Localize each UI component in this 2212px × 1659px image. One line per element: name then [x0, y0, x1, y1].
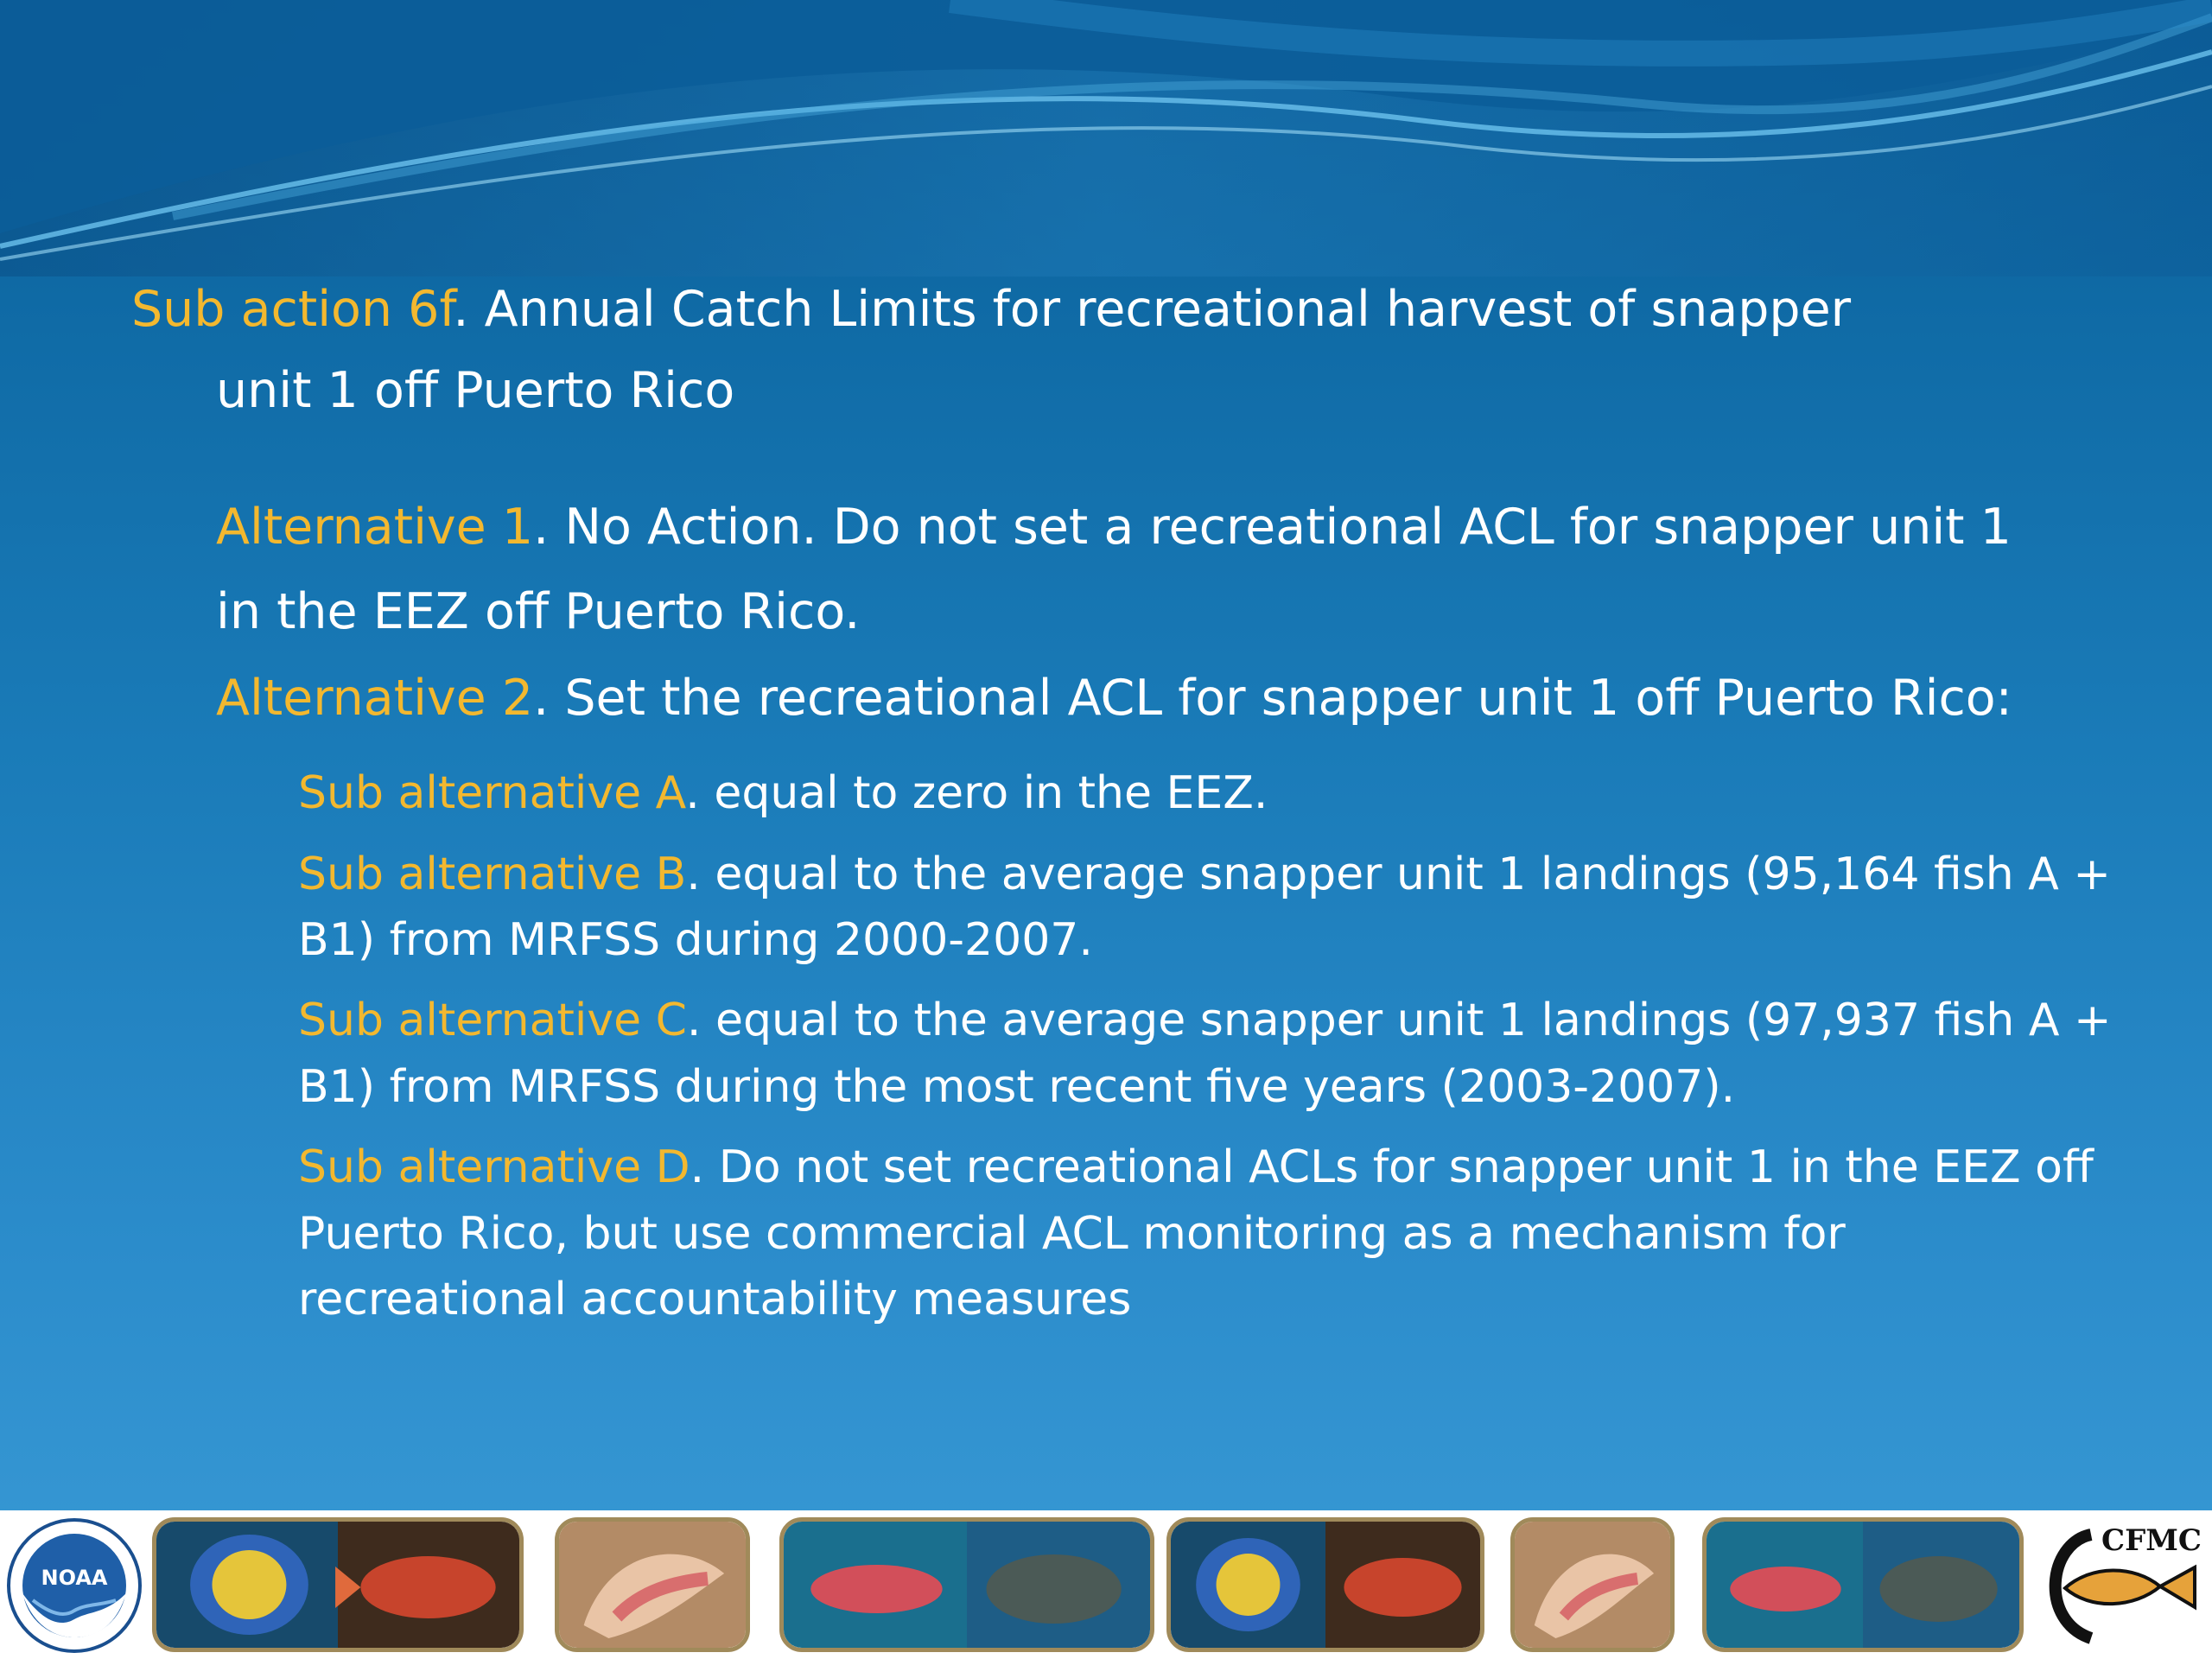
- sub-alternative-text: . Do not set recreational ACLs for snapper unit 1 in the EEZ off: [690, 1141, 2094, 1193]
- sub-alternative-b: [298, 849, 2111, 900]
- sub-alternative-c: [298, 995, 2112, 1046]
- alternative-text: . No Action. Do not set a recreational ACL for snapper unit 1: [533, 499, 2012, 556]
- alternative-1-line-2: in the EEZ off Puerto Rico.: [216, 583, 861, 640]
- noaa-logo: [3, 1517, 145, 1654]
- footer-tile-angelfish-squirrelfish-2: [1166, 1517, 1484, 1652]
- sub-alternative-b-line-2: B1) from MRFSS during 2000-2007.: [298, 914, 1093, 966]
- alternative-2: [216, 670, 2012, 727]
- sub-alternative-label: Sub alternative D: [298, 1141, 690, 1193]
- alternative-1: [216, 499, 2012, 556]
- footer-tile-angelfish-squirrelfish: [152, 1517, 524, 1652]
- sub-alternative-label: Sub alternative B: [298, 849, 687, 900]
- sub-alternative-text: . equal to zero in the EEZ.: [685, 767, 1268, 819]
- cfmc-logo-text: CFMC: [2101, 1523, 2202, 1558]
- sub-alternative-text: . equal to the average snapper unit 1 landings (95,164 fish A +: [686, 849, 2111, 900]
- title-line-1: [131, 281, 1852, 338]
- footer-tile-conch: [555, 1517, 750, 1652]
- sub-alternative-d-line-3: recreational accountability measures: [298, 1274, 1132, 1325]
- alternative-text: . Set the recreational ACL for snapper unit 1 off Puerto Rico:: [533, 670, 2012, 727]
- sub-alternative-text: . equal to the average snapper unit 1 landings (97,937 fish A +: [686, 995, 2112, 1046]
- sub-alternative-d-line-2: Puerto Rico, but use commercial ACL monitoring as a mechanism for: [298, 1208, 1846, 1260]
- footer-tile-conch-2: [1510, 1517, 1675, 1652]
- title-text: . Annual Catch Limits for recreational harvest of snapper: [453, 281, 1852, 338]
- alternative-label: Alternative 1: [216, 499, 534, 556]
- title-line-2: unit 1 off Puerto Rico: [216, 362, 735, 419]
- footer-tile-parrotfish-grouper-2: [1702, 1517, 2024, 1652]
- alternative-label: Alternative 2: [216, 670, 534, 727]
- footer-banner: [0, 1510, 2212, 1659]
- footer-tile-parrotfish-grouper: [779, 1517, 1154, 1652]
- sub-alternative-label: Sub alternative C: [298, 995, 687, 1046]
- sub-alternative-d: [298, 1141, 2094, 1193]
- title-label: Sub action 6f: [131, 281, 454, 338]
- noaa-logo-text: NOAA: [41, 1566, 108, 1590]
- cfmc-logo: [2031, 1517, 2209, 1654]
- sub-alternative-label: Sub alternative A: [298, 767, 686, 819]
- sub-alternative-a: [298, 767, 1268, 819]
- sub-alternative-c-line-2: B1) from MRFSS during the most recent five years (2003-2007).: [298, 1061, 1736, 1113]
